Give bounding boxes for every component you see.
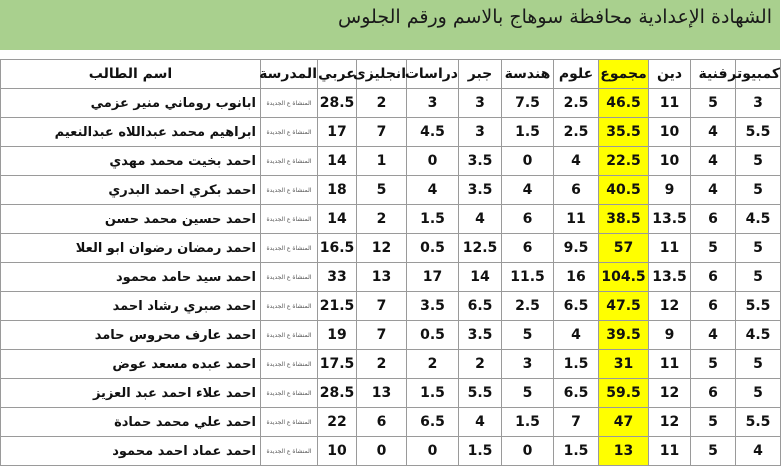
cell-school: المنشاة ع الجديدة (261, 89, 318, 118)
cell-total: 13 (599, 437, 649, 466)
cell-student-name: احمد رمضان رضوان ابو العلا (1, 234, 261, 263)
cell-geometry: 4 (502, 176, 554, 205)
cell-geometry: 2.5 (502, 292, 554, 321)
cell-algebra: 3 (459, 118, 502, 147)
cell-total: 104.5 (599, 263, 649, 292)
cell-student-name: احمد سيد حامد محمود (1, 263, 261, 292)
cell-english: 13 (357, 263, 407, 292)
cell-english: 7 (357, 321, 407, 350)
cell-total: 38.5 (599, 205, 649, 234)
cell-geometry: 1.5 (502, 118, 554, 147)
cell-english: 0 (357, 437, 407, 466)
cell-science: 4 (554, 321, 599, 350)
cell-social-studies: 3 (407, 89, 459, 118)
cell-geometry: 0 (502, 437, 554, 466)
cell-arabic: 28.5 (318, 379, 357, 408)
cell-student-name: احمد بكري احمد البدري (1, 176, 261, 205)
cell-religion: 10 (649, 118, 691, 147)
cell-social-studies: 17 (407, 263, 459, 292)
cell-total: 47 (599, 408, 649, 437)
cell-computer: 5 (736, 379, 781, 408)
cell-art: 5 (691, 234, 736, 263)
header-row (1, 60, 781, 89)
cell-total: 31 (599, 350, 649, 379)
cell-religion: 13.5 (649, 263, 691, 292)
cell-computer: 5.5 (736, 408, 781, 437)
cell-art: 5 (691, 89, 736, 118)
cell-arabic: 18 (318, 176, 357, 205)
cell-algebra: 3.5 (459, 176, 502, 205)
header-art: فنية (691, 60, 736, 89)
cell-algebra: 1.5 (459, 437, 502, 466)
cell-geometry: 11.5 (502, 263, 554, 292)
cell-social-studies: 0 (407, 437, 459, 466)
cell-computer: 5.5 (736, 292, 781, 321)
cell-social-studies: 2 (407, 350, 459, 379)
cell-student-name: احمد عماد احمد محمود (1, 437, 261, 466)
cell-computer: 5 (736, 147, 781, 176)
cell-algebra: 4 (459, 408, 502, 437)
cell-computer: 4.5 (736, 205, 781, 234)
cell-geometry: 5 (502, 379, 554, 408)
cell-computer: 5 (736, 350, 781, 379)
cell-science: 11 (554, 205, 599, 234)
cell-algebra: 3.5 (459, 147, 502, 176)
cell-computer: 5 (736, 263, 781, 292)
cell-english: 5 (357, 176, 407, 205)
cell-student-name: احمد علاء احمد عبد العزيز (1, 379, 261, 408)
cell-religion: 9 (649, 176, 691, 205)
table-row (1, 118, 781, 147)
cell-social-studies: 4 (407, 176, 459, 205)
cell-art: 4 (691, 321, 736, 350)
cell-arabic: 17.5 (318, 350, 357, 379)
table-row (1, 147, 781, 176)
cell-school: المنشاة ع الجديدة (261, 205, 318, 234)
cell-geometry: 0 (502, 147, 554, 176)
cell-english: 1 (357, 147, 407, 176)
cell-english: 7 (357, 118, 407, 147)
cell-arabic: 14 (318, 147, 357, 176)
page-title: الشهادة الإعدادية محافظة سوهاج بالاسم ورقم الجلوس (338, 6, 772, 28)
table-row (1, 379, 781, 408)
cell-science: 7 (554, 408, 599, 437)
cell-total: 35.5 (599, 118, 649, 147)
cell-science: 1.5 (554, 437, 599, 466)
cell-art: 6 (691, 263, 736, 292)
table-row (1, 89, 781, 118)
cell-algebra: 6.5 (459, 292, 502, 321)
cell-school: المنشاة ع الجديدة (261, 147, 318, 176)
cell-english: 12 (357, 234, 407, 263)
cell-science: 6.5 (554, 292, 599, 321)
cell-english: 2 (357, 205, 407, 234)
header-religion: دين (649, 60, 691, 89)
cell-art: 4 (691, 118, 736, 147)
table-row (1, 350, 781, 379)
table-row (1, 321, 781, 350)
cell-school: المنشاة ع الجديدة (261, 234, 318, 263)
cell-total: 47.5 (599, 292, 649, 321)
cell-social-studies: 1.5 (407, 205, 459, 234)
cell-school: المنشاة ع الجديدة (261, 379, 318, 408)
cell-social-studies: 0.5 (407, 321, 459, 350)
cell-english: 6 (357, 408, 407, 437)
cell-algebra: 14 (459, 263, 502, 292)
cell-arabic: 28.5 (318, 89, 357, 118)
cell-total: 39.5 (599, 321, 649, 350)
cell-student-name: احمد بخيت محمد مهدي (1, 147, 261, 176)
cell-religion: 13.5 (649, 205, 691, 234)
cell-art: 6 (691, 205, 736, 234)
cell-school: المنشاة ع الجديدة (261, 437, 318, 466)
cell-algebra: 12.5 (459, 234, 502, 263)
header-algebra: جبر (459, 60, 502, 89)
cell-arabic: 21.5 (318, 292, 357, 321)
cell-algebra: 3.5 (459, 321, 502, 350)
cell-geometry: 6 (502, 205, 554, 234)
cell-computer: 3 (736, 89, 781, 118)
cell-student-name: احمد صبري رشاد احمد (1, 292, 261, 321)
cell-religion: 12 (649, 408, 691, 437)
cell-arabic: 17 (318, 118, 357, 147)
cell-arabic: 22 (318, 408, 357, 437)
cell-student-name: احمد حسين محمد حسن (1, 205, 261, 234)
cell-geometry: 3 (502, 350, 554, 379)
table-row (1, 263, 781, 292)
cell-art: 5 (691, 408, 736, 437)
cell-school: المنشاة ع الجديدة (261, 118, 318, 147)
cell-religion: 9 (649, 321, 691, 350)
cell-arabic: 19 (318, 321, 357, 350)
header-school: المدرسة (261, 60, 318, 89)
cell-school: المنشاة ع الجديدة (261, 263, 318, 292)
header-student-name: اسم الطالب (1, 60, 261, 89)
cell-art: 5 (691, 350, 736, 379)
cell-student-name: احمد علي محمد حمادة (1, 408, 261, 437)
cell-student-name: ابراهيم محمد عبداللاه عبدالنعيم (1, 118, 261, 147)
cell-arabic: 10 (318, 437, 357, 466)
cell-geometry: 7.5 (502, 89, 554, 118)
cell-total: 22.5 (599, 147, 649, 176)
cell-science: 6 (554, 176, 599, 205)
cell-computer: 5 (736, 234, 781, 263)
cell-art: 4 (691, 147, 736, 176)
cell-geometry: 6 (502, 234, 554, 263)
cell-algebra: 3 (459, 89, 502, 118)
cell-arabic: 33 (318, 263, 357, 292)
cell-computer: 5.5 (736, 118, 781, 147)
header-science: علوم (554, 60, 599, 89)
cell-school: المنشاة ع الجديدة (261, 350, 318, 379)
cell-art: 6 (691, 292, 736, 321)
cell-social-studies: 3.5 (407, 292, 459, 321)
title-banner (0, 0, 780, 50)
cell-school: المنشاة ع الجديدة (261, 408, 318, 437)
cell-science: 6.5 (554, 379, 599, 408)
cell-science: 2.5 (554, 89, 599, 118)
cell-science: 4 (554, 147, 599, 176)
table-row (1, 205, 781, 234)
cell-school: المنشاة ع الجديدة (261, 176, 318, 205)
cell-religion: 12 (649, 379, 691, 408)
table-row (1, 234, 781, 263)
cell-computer: 4 (736, 437, 781, 466)
table-row (1, 292, 781, 321)
cell-art: 4 (691, 176, 736, 205)
cell-algebra: 2 (459, 350, 502, 379)
cell-algebra: 5.5 (459, 379, 502, 408)
cell-total: 59.5 (599, 379, 649, 408)
header-social-studies: دراسات (407, 60, 459, 89)
cell-religion: 11 (649, 89, 691, 118)
cell-total: 40.5 (599, 176, 649, 205)
header-arabic: عربي (318, 60, 357, 89)
cell-social-studies: 4.5 (407, 118, 459, 147)
cell-religion: 11 (649, 234, 691, 263)
cell-student-name: احمد عبده مسعد عوض (1, 350, 261, 379)
cell-student-name: ابانوب روماني منير عزمي (1, 89, 261, 118)
cell-total: 46.5 (599, 89, 649, 118)
cell-science: 16 (554, 263, 599, 292)
cell-social-studies: 0 (407, 147, 459, 176)
cell-science: 9.5 (554, 234, 599, 263)
header-geometry: هندسة (502, 60, 554, 89)
cell-social-studies: 1.5 (407, 379, 459, 408)
cell-art: 6 (691, 379, 736, 408)
cell-religion: 10 (649, 147, 691, 176)
header-total: مجموع (599, 60, 649, 89)
cell-school: المنشاة ع الجديدة (261, 292, 318, 321)
cell-arabic: 14 (318, 205, 357, 234)
cell-student-name: احمد عارف محروس حامد (1, 321, 261, 350)
cell-english: 2 (357, 89, 407, 118)
cell-arabic: 16.5 (318, 234, 357, 263)
results-table (0, 59, 781, 466)
cell-computer: 4.5 (736, 321, 781, 350)
cell-english: 2 (357, 350, 407, 379)
cell-geometry: 1.5 (502, 408, 554, 437)
header-english: انجليزى (357, 60, 407, 89)
cell-science: 2.5 (554, 118, 599, 147)
cell-religion: 11 (649, 437, 691, 466)
cell-english: 13 (357, 379, 407, 408)
cell-social-studies: 0.5 (407, 234, 459, 263)
cell-geometry: 5 (502, 321, 554, 350)
cell-art: 5 (691, 437, 736, 466)
cell-social-studies: 6.5 (407, 408, 459, 437)
cell-english: 7 (357, 292, 407, 321)
cell-religion: 12 (649, 292, 691, 321)
cell-computer: 5 (736, 176, 781, 205)
cell-science: 1.5 (554, 350, 599, 379)
table-row (1, 176, 781, 205)
cell-school: المنشاة ع الجديدة (261, 321, 318, 350)
cell-total: 57 (599, 234, 649, 263)
table-row (1, 408, 781, 437)
cell-religion: 11 (649, 350, 691, 379)
table-row (1, 437, 781, 466)
cell-algebra: 4 (459, 205, 502, 234)
header-computer: كمبيوتر (736, 60, 781, 89)
